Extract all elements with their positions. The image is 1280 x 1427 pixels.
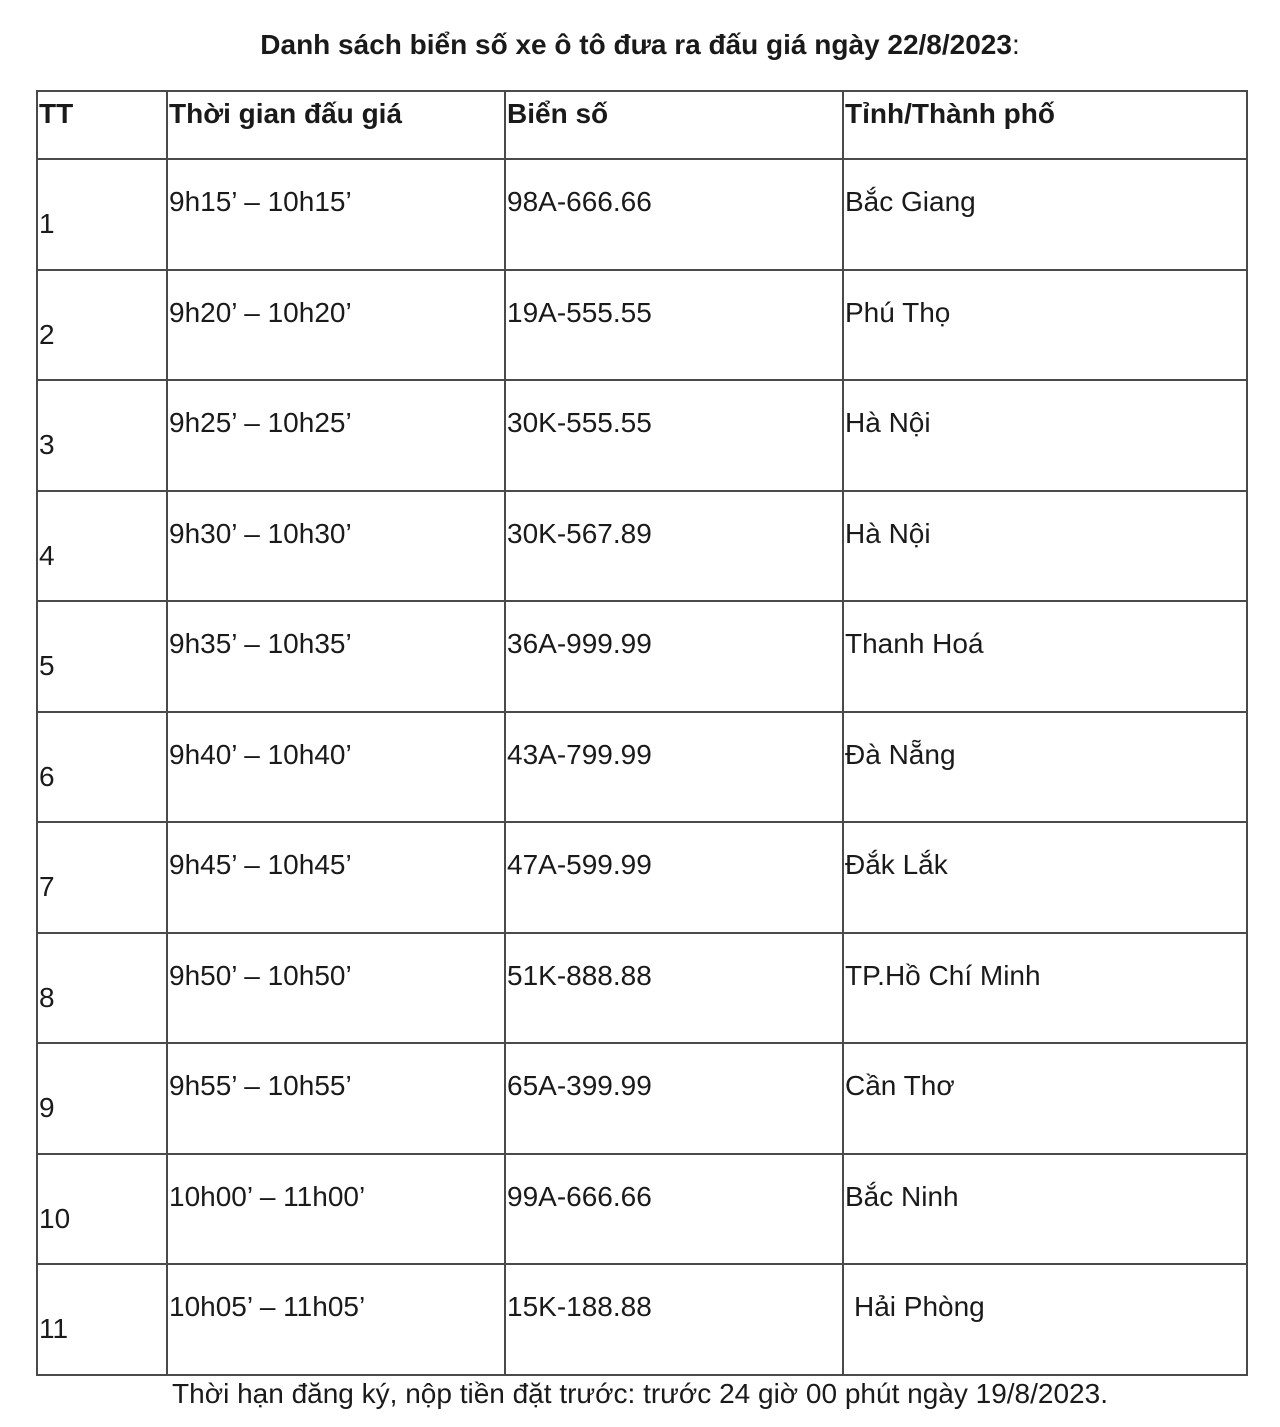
cell-plate-number: 43A-799.99 (505, 712, 843, 823)
cell-auction-time: 9h55’ – 10h55’ (167, 1043, 505, 1154)
cell-plate-number: 98A-666.66 (505, 159, 843, 270)
cell-auction-time: 9h30’ – 10h30’ (167, 491, 505, 602)
cell-auction-time: 9h20’ – 10h20’ (167, 270, 505, 381)
document-title (0, 27, 1280, 63)
cell-province: TP.Hồ Chí Minh (843, 933, 1247, 1044)
title-text: Danh sách biển số xe ô tô đưa ra đấu giá ngày 22/8/2023 (260, 29, 1012, 60)
cell-plate-number: 65A-399.99 (505, 1043, 843, 1154)
table-row (37, 491, 1247, 602)
cell-tt: 7 (37, 822, 167, 933)
table-row (37, 1154, 1247, 1265)
cell-auction-time: 10h00’ – 11h00’ (167, 1154, 505, 1265)
header-province: Tỉnh/Thành phố (843, 91, 1247, 159)
cell-tt: 5 (37, 601, 167, 712)
cell-plate-number: 47A-599.99 (505, 822, 843, 933)
cell-tt: 8 (37, 933, 167, 1044)
cell-auction-time: 9h15’ – 10h15’ (167, 159, 505, 270)
table-row (37, 159, 1247, 270)
cell-province: Hải Phòng (843, 1264, 1247, 1375)
table-row (37, 601, 1247, 712)
cell-tt: 4 (37, 491, 167, 602)
cell-auction-time: 9h50’ – 10h50’ (167, 933, 505, 1044)
cell-province: Thanh Hoá (843, 601, 1247, 712)
table-row (37, 380, 1247, 491)
cell-province: Hà Nội (843, 380, 1247, 491)
cell-tt: 2 (37, 270, 167, 381)
table-header-row (37, 91, 1247, 159)
cell-province: Bắc Ninh (843, 1154, 1247, 1265)
cell-plate-number: 19A-555.55 (505, 270, 843, 381)
table-row (37, 270, 1247, 381)
cell-plate-number: 15K-188.88 (505, 1264, 843, 1375)
cell-tt: 6 (37, 712, 167, 823)
cell-tt: 3 (37, 380, 167, 491)
table-row (37, 1264, 1247, 1375)
header-tt: TT (37, 91, 167, 159)
cell-auction-time: 9h45’ – 10h45’ (167, 822, 505, 933)
cell-province: Đắk Lắk (843, 822, 1247, 933)
cell-auction-time: 10h05’ – 11h05’ (167, 1264, 505, 1375)
cell-plate-number: 30K-567.89 (505, 491, 843, 602)
cell-province: Bắc Giang (843, 159, 1247, 270)
cell-tt: 11 (37, 1264, 167, 1375)
cell-auction-time: 9h40’ – 10h40’ (167, 712, 505, 823)
table-row (37, 822, 1247, 933)
cell-auction-time: 9h25’ – 10h25’ (167, 380, 505, 491)
cell-plate-number: 51K-888.88 (505, 933, 843, 1044)
cell-tt: 10 (37, 1154, 167, 1265)
registration-deadline-note: Thời hạn đăng ký, nộp tiền đặt trước: trước 24 giờ 00 phút ngày 19/8/2023. (172, 1378, 1108, 1409)
auction-plates-table (36, 90, 1248, 1376)
cell-plate-number: 99A-666.66 (505, 1154, 843, 1265)
header-auction-time: Thời gian đấu giá (167, 91, 505, 159)
cell-province: Đà Nẵng (843, 712, 1247, 823)
cell-province: Hà Nội (843, 491, 1247, 602)
table-row (37, 1043, 1247, 1154)
cell-auction-time: 9h35’ – 10h35’ (167, 601, 505, 712)
cell-tt: 9 (37, 1043, 167, 1154)
cell-plate-number: 30K-555.55 (505, 380, 843, 491)
cell-province: Cần Thơ (843, 1043, 1247, 1154)
title-colon: : (1011, 29, 1020, 60)
cell-plate-number: 36A-999.99 (505, 601, 843, 712)
table-row (37, 933, 1247, 1044)
cell-province: Phú Thọ (843, 270, 1247, 381)
cell-tt: 1 (37, 159, 167, 270)
header-plate-number: Biển số (505, 91, 843, 159)
table-row (37, 712, 1247, 823)
